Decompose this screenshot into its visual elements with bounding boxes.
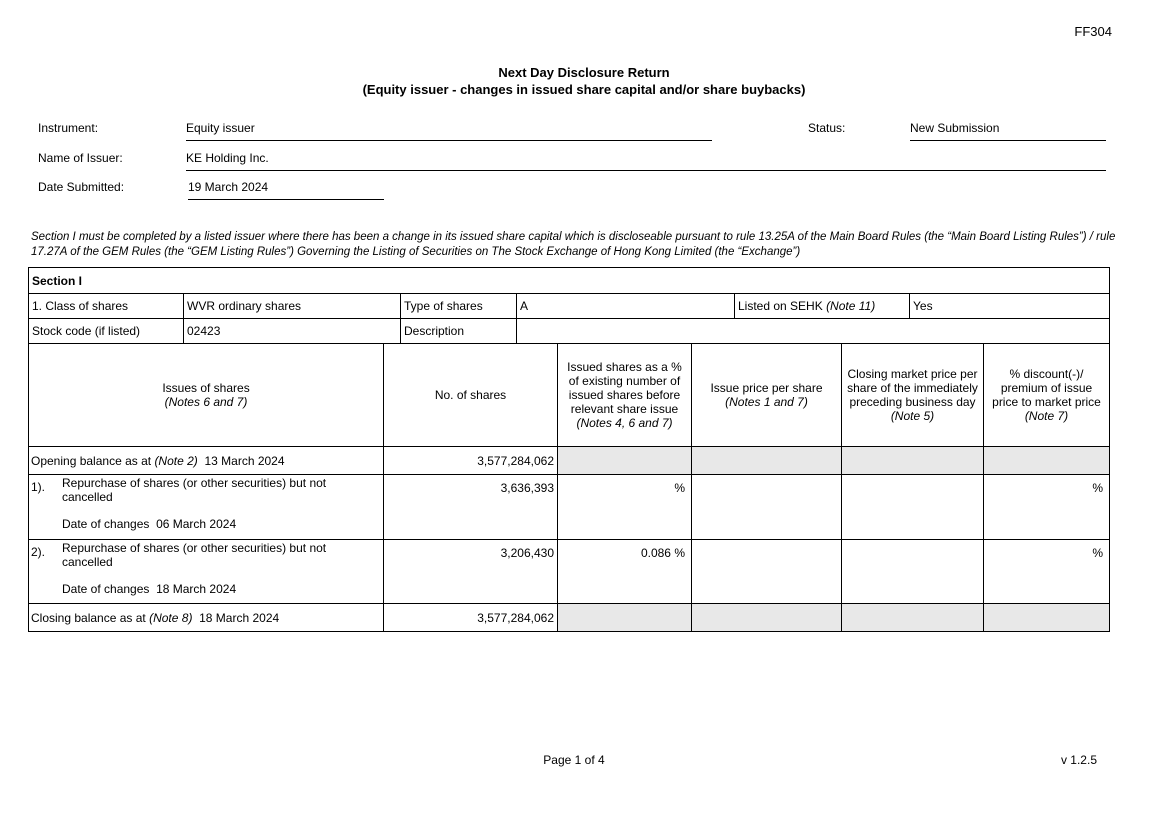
share-changes-table	[28, 343, 1110, 632]
change-1-discount: %	[984, 475, 1110, 540]
closing-balance-row	[29, 604, 1110, 632]
closing-issue-price-cell	[692, 604, 842, 632]
section-info-table	[28, 267, 1110, 344]
change-1-shares: 3,636,393	[384, 475, 558, 540]
listed-label-text: Listed on SEHK	[738, 299, 823, 313]
form-code: FF304	[1074, 24, 1112, 39]
type-value: A	[517, 294, 735, 319]
col-issue-price-note: (Notes 1 and 7)	[725, 395, 808, 409]
page-number: Page 1 of 4	[543, 753, 605, 767]
listed-note: (Note 11)	[826, 299, 876, 313]
status-value: New Submission	[910, 121, 1106, 141]
change-2-description: Repurchase of shares (or other securities) but not cancelled	[62, 541, 327, 569]
class-value: WVR ordinary shares	[184, 294, 401, 319]
col-discount-note: (Note 7)	[1024, 409, 1069, 423]
table-row	[29, 475, 1110, 540]
version-label: v 1.2.5	[1060, 753, 1097, 767]
change-2-date: 18 March 2024	[156, 582, 237, 596]
type-label: Type of shares	[401, 294, 517, 319]
change-1-closing-price	[842, 475, 984, 540]
status-label: Status:	[808, 121, 846, 135]
change-1-date-line	[62, 517, 380, 531]
column-header-row	[29, 344, 1110, 447]
change-2-shares: 3,206,430	[384, 540, 558, 604]
closing-shares: 3,577,284,062	[384, 604, 558, 632]
page-title: Next Day Disclosure Return	[498, 65, 670, 80]
opening-closing-price-cell	[842, 447, 984, 475]
opening-issue-price-cell	[692, 447, 842, 475]
issuer-label: Name of Issuer:	[38, 151, 123, 165]
col-pct-title: Issued shares as a % of existing number of issued shares before relevant share issue	[567, 360, 682, 416]
opening-discount-cell	[984, 447, 1110, 475]
listed-value: Yes	[910, 294, 1110, 319]
change-2-closing-price	[842, 540, 984, 604]
section-title: Section I	[29, 268, 1110, 294]
col-issue-price-header	[692, 344, 842, 447]
change-2-date-line	[62, 582, 380, 596]
change-1-date: 06 March 2024	[156, 517, 237, 531]
col-pct-note: (Notes 4, 6 and 7)	[576, 416, 673, 430]
opening-balance-row	[29, 447, 1110, 475]
col-issues-header	[29, 344, 384, 447]
col-discount-header	[984, 344, 1110, 447]
change-1-date-label: Date of changes	[62, 517, 150, 531]
description-label: Description	[401, 319, 517, 344]
change-2-number: 2).	[31, 545, 46, 559]
closing-label-text: Closing balance as at	[31, 610, 146, 625]
stock-code-label: Stock code (if listed)	[29, 319, 184, 344]
col-closing-price-note: (Note 5)	[890, 409, 935, 423]
instrument-label: Instrument:	[38, 121, 99, 135]
table-row	[29, 540, 1110, 604]
class-label: 1. Class of shares	[29, 294, 184, 319]
change-1-issue-price	[692, 475, 842, 540]
instrument-value: Equity issuer	[186, 121, 712, 141]
date-submitted-label: Date Submitted:	[38, 180, 125, 194]
opening-pct-cell	[558, 447, 692, 475]
change-1-pct: %	[558, 475, 692, 540]
opening-label-text: Opening balance as at	[31, 453, 152, 468]
change-1-description: Repurchase of shares (or other securities) but not cancelled	[62, 476, 327, 504]
opening-shares: 3,577,284,062	[384, 447, 558, 475]
section-intro-text: Section I must be completed by a listed issuer where there has been a change in its issued share capital which is discloseable pursuant to rule 13.25A of the Main Board Rules (the “Main Board Listing Rules”) / rule 17.27A of the GEM Rules (the “GEM Listing Rules”) Governing the Listing of Securities on The Stock Exchange of Hong Kong Limited (the “Exchange”)	[31, 231, 1116, 258]
change-1-number: 1).	[31, 480, 46, 494]
change-1-desc-cell	[29, 475, 384, 540]
closing-discount-cell	[984, 604, 1110, 632]
col-pct-header	[558, 344, 692, 447]
change-2-desc-cell	[29, 540, 384, 604]
issuer-value: KE Holding Inc.	[186, 151, 1106, 171]
col-closing-price-header	[842, 344, 984, 447]
closing-date: 18 March 2024	[199, 610, 280, 625]
col-issues-note: (Notes 6 and 7)	[164, 395, 248, 409]
change-2-issue-price	[692, 540, 842, 604]
change-2-pct: 0.086 %	[558, 540, 692, 604]
change-2-discount: %	[984, 540, 1110, 604]
change-2-date-label: Date of changes	[62, 582, 150, 596]
col-issues-title: Issues of shares	[162, 381, 250, 395]
col-closing-price-title: Closing market price per share of the immediately preceding business day	[847, 367, 978, 409]
date-submitted-value: 19 March 2024	[188, 180, 384, 200]
listed-label	[735, 294, 910, 319]
closing-note: (Note 8)	[149, 610, 193, 625]
opening-note: (Note 2)	[154, 453, 198, 468]
closing-balance-label	[29, 604, 384, 632]
closing-pct-cell	[558, 604, 692, 632]
opening-balance-label	[29, 447, 384, 475]
closing-closing-price-cell	[842, 604, 984, 632]
description-value	[517, 319, 1110, 344]
col-issue-price-title: Issue price per share	[710, 381, 823, 395]
stock-code-value: 02423	[184, 319, 401, 344]
col-discount-title: % discount(-)/ premium of issue price to market price	[992, 367, 1101, 409]
col-no-shares-header: No. of shares	[384, 344, 558, 447]
opening-date: 13 March 2024	[204, 453, 285, 468]
page-subtitle: (Equity issuer - changes in issued share capital and/or share buybacks)	[362, 82, 806, 97]
